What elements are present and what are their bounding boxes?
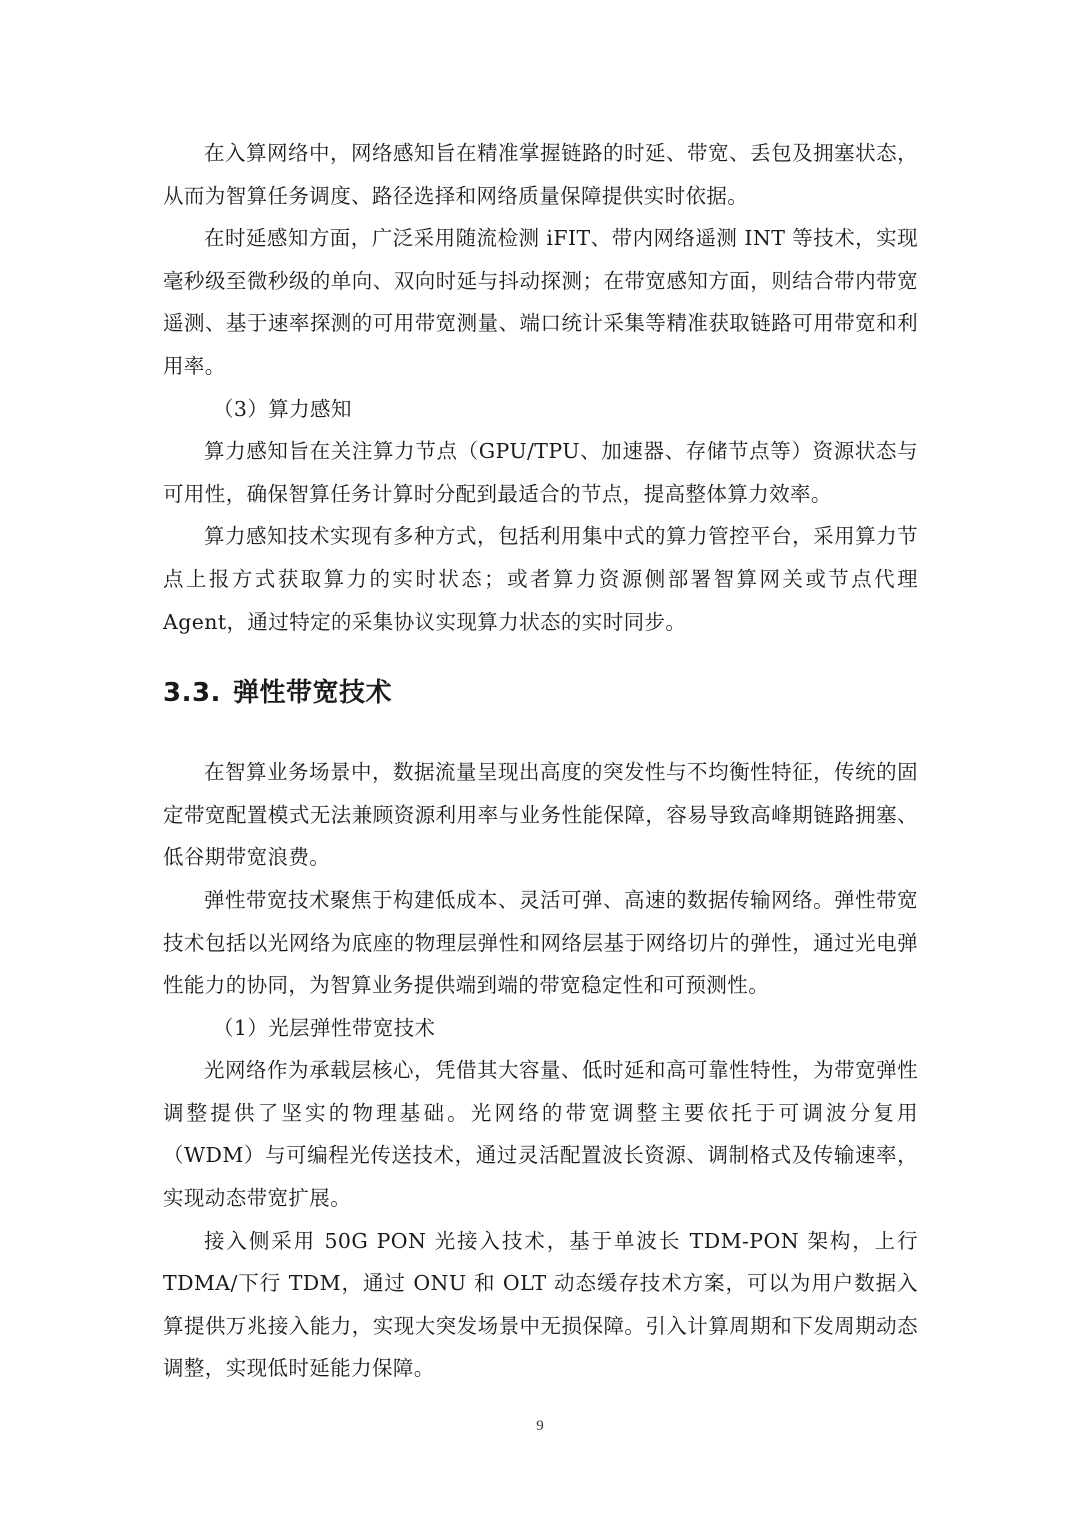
subheading-compute-sensing: （3）算力感知 — [213, 396, 352, 421]
section-title: 弹性带宽技术 — [232, 678, 392, 709]
paragraph-elastic-bandwidth-overview: 弹性带宽技术聚焦于构建低成本、灵活可弹、高速的数据传输网络。弹性带宽技术包括以光网络为底座的物理层弹性和网络层基于网络切片的弹性，通过光电弹性能力的协同，为智算业务提供端到端的带宽稳定性和可预测性。 — [163, 887, 918, 998]
section-heading — [163, 643, 918, 751]
paragraph-network-sensing-intro: 在入算网络中，网络感知旨在精准掌握链路的时延、带宽、丢包及拥塞状态，从而为智算任务调度、路径选择和网络质量保障提供实时依据。 — [163, 141, 918, 208]
paragraph-compute-sensing-intro: 算力感知旨在关注算力节点（GPU/TPU、加速器、存储节点等）资源状态与可用性，确保智算任务计算时分配到最适合的节点，提高整体算力效率。 — [163, 439, 918, 506]
paragraph-traffic-characteristics: 在智算业务场景中，数据流量呈现出高度的突发性与不均衡性特征，传统的固定带宽配置模式无法兼顾资源利用率与业务性能保障，容易导致高峰期链路拥塞、低谷期带宽浪费。 — [163, 760, 918, 870]
document-page — [163, 132, 918, 1390]
paragraph-optical-network: 光网络作为承载层核心，凭借其大容量、低时延和高可靠性特性，为带宽弹性调整提供了坚实的物理基础。光网络的带宽调整主要依托于可调波分复用（WDM）与可编程光传送技术，通过灵活配置波长资源、调制格式及传输速率，实现动态带宽扩展。 — [163, 1058, 918, 1211]
paragraph-compute-sensing-methods: 算力感知技术实现有多种方式，包括利用集中式的算力管控平台，采用算力节点上报方式获取算力的实时状态；或者算力资源侧部署智算网关或节点代理 Agent，通过特定的采集协议实现算力状态的实时同步。 — [163, 524, 918, 634]
paragraph-pon-access: 接入侧采用 50G PON 光接入技术，基于单波长 TDM-PON 架构，上行 TDMA/下行 TDM，通过 ONU 和 OLT 动态缓存技术方案，可以为用户数据入算提供万兆接入能力，实现大突发场景中无损保障。引入计算周期和下发周期动态调整，实现低时延能力保障。 — [163, 1228, 918, 1381]
section-number: 3.3. — [163, 678, 221, 709]
page-number: 9 — [536, 1418, 544, 1434]
subheading-optical-elastic: （1）光层弹性带宽技术 — [213, 1015, 436, 1040]
paragraph-latency-bandwidth-sensing: 在时延感知方面，广泛采用随流检测 iFIT、带内网络遥测 INT 等技术，实现毫秒级至微秒级的单向、双向时延与抖动探测；在带宽感知方面，则结合带内带宽遥测、基于速率探测的可用带宽测量、端口统计采集等精准获取链路可用带宽和利用率。 — [163, 226, 918, 378]
